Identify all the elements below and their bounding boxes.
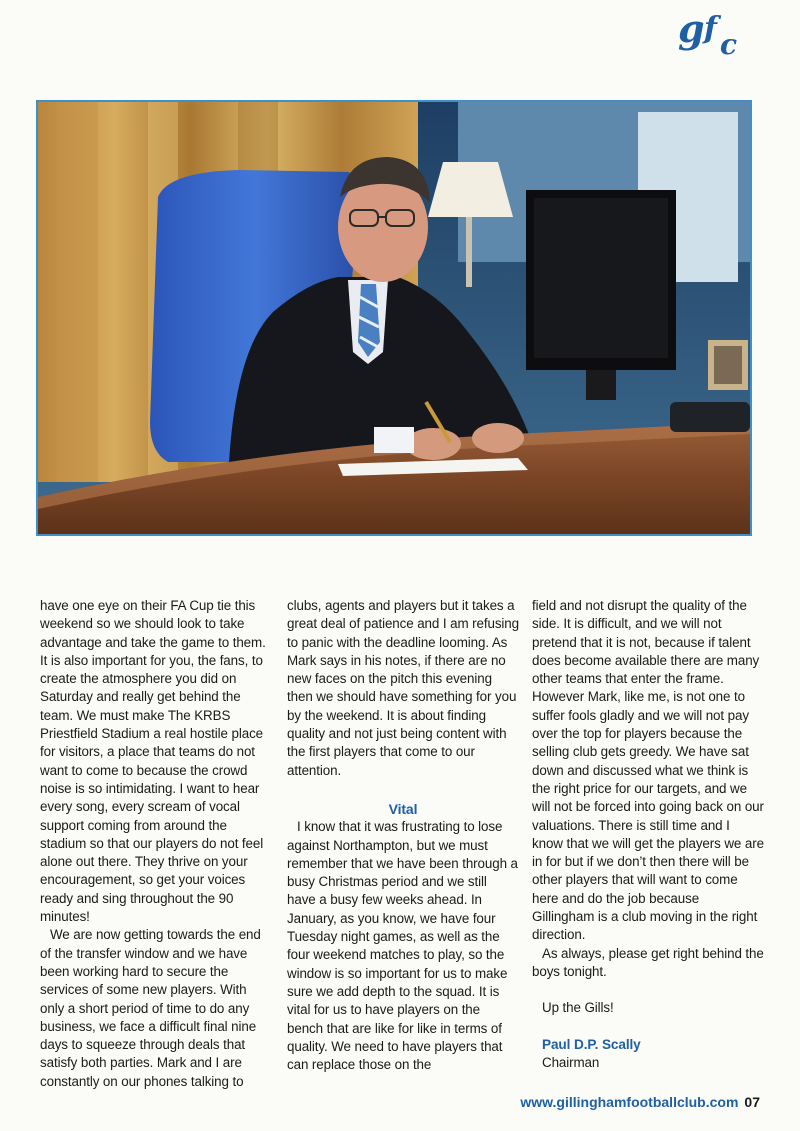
article-column-2	[287, 597, 519, 1074]
signature-name: Paul D.P. Scally	[542, 1036, 641, 1052]
article-column-3	[532, 597, 764, 1072]
svg-text:c: c	[720, 28, 738, 60]
article-column-1	[40, 597, 272, 1091]
website-url: www.gillinghamfootballclub.com	[520, 1094, 739, 1110]
paragraph: As always, please get right behind the boys tonight.	[532, 945, 764, 979]
gfc-monogram-icon	[676, 8, 752, 60]
page-footer	[520, 1094, 760, 1110]
subheading: Vital	[388, 800, 418, 817]
svg-text:g: g	[678, 8, 705, 51]
signature-title: Chairman	[542, 1054, 600, 1070]
paragraph: I know that it was frustrating to lose against Northampton, but we must remember that we have been through a busy Christmas period and we still have a busy few weeks ahead. In January, as you know, we have four Tuesday night games, as well as the four weekend matches to play, so the window is so important for us to make sure we add depth to the squad. It is vital for us to have players on the bench that are like for like in terms of quality. We need to have players that can replace those on the	[287, 819, 518, 1073]
club-logo	[676, 8, 752, 60]
page-number: 07	[744, 1094, 760, 1110]
paragraph: We are now getting towards the end of the transfer window and we have been working hard to secure the services of some new players. With only a short period of time to do any business, we face a difficult final nine days to squeeze through deals that satisfy both parties. Mark and I are constantly on our phones talking to	[40, 927, 261, 1089]
signoff: Up the Gills!	[542, 1000, 614, 1016]
paragraph: field and not disrupt the quality of the side. It is difficult, and we will not pretend that it is not, because if talent does become available there are many other teams that enter the frame. However Mark, like me, is not one to suffer fools gladly and we will not pay over the top for players because the selling club gets greedy. We have sat down and discussed what we think is the right price for our targets, and we will not be forced into going back on our valuations. There is still time and I know that we will get the players we are in for but if we don’t then there will be other players that will want to come here and do the job because Gillingham is a club moving in the right direction.	[532, 598, 764, 943]
chairman-photo	[36, 100, 752, 536]
paragraph: clubs, agents and players but it takes a great deal of patience and I am refusing to panic with the deadline looming. As Mark says in his notes, if there are no new faces on the pitch this evening then we should have something for you by the weekend. It is about finding quality and not just being content with the first players that come to our attention.	[287, 598, 519, 778]
paragraph: have one eye on their FA Cup tie this weekend so we should look to take advantage and take the game to them. It is also important for you, the fans, to create the atmosphere you did on Saturday and really get behind the team. We must make The KRBS Priestfield Stadium a real hostile place for visitors, a place that teams do not want to come to because the crowd noise is so intimidating. I want to hear every song, every scream of vocal support coming from around the stadium so that our players do not feel alone out there. They thrive on your encouragement, so get your voices ready and sing throughout the 90 minutes!	[40, 598, 266, 925]
svg-text:f: f	[704, 11, 717, 46]
